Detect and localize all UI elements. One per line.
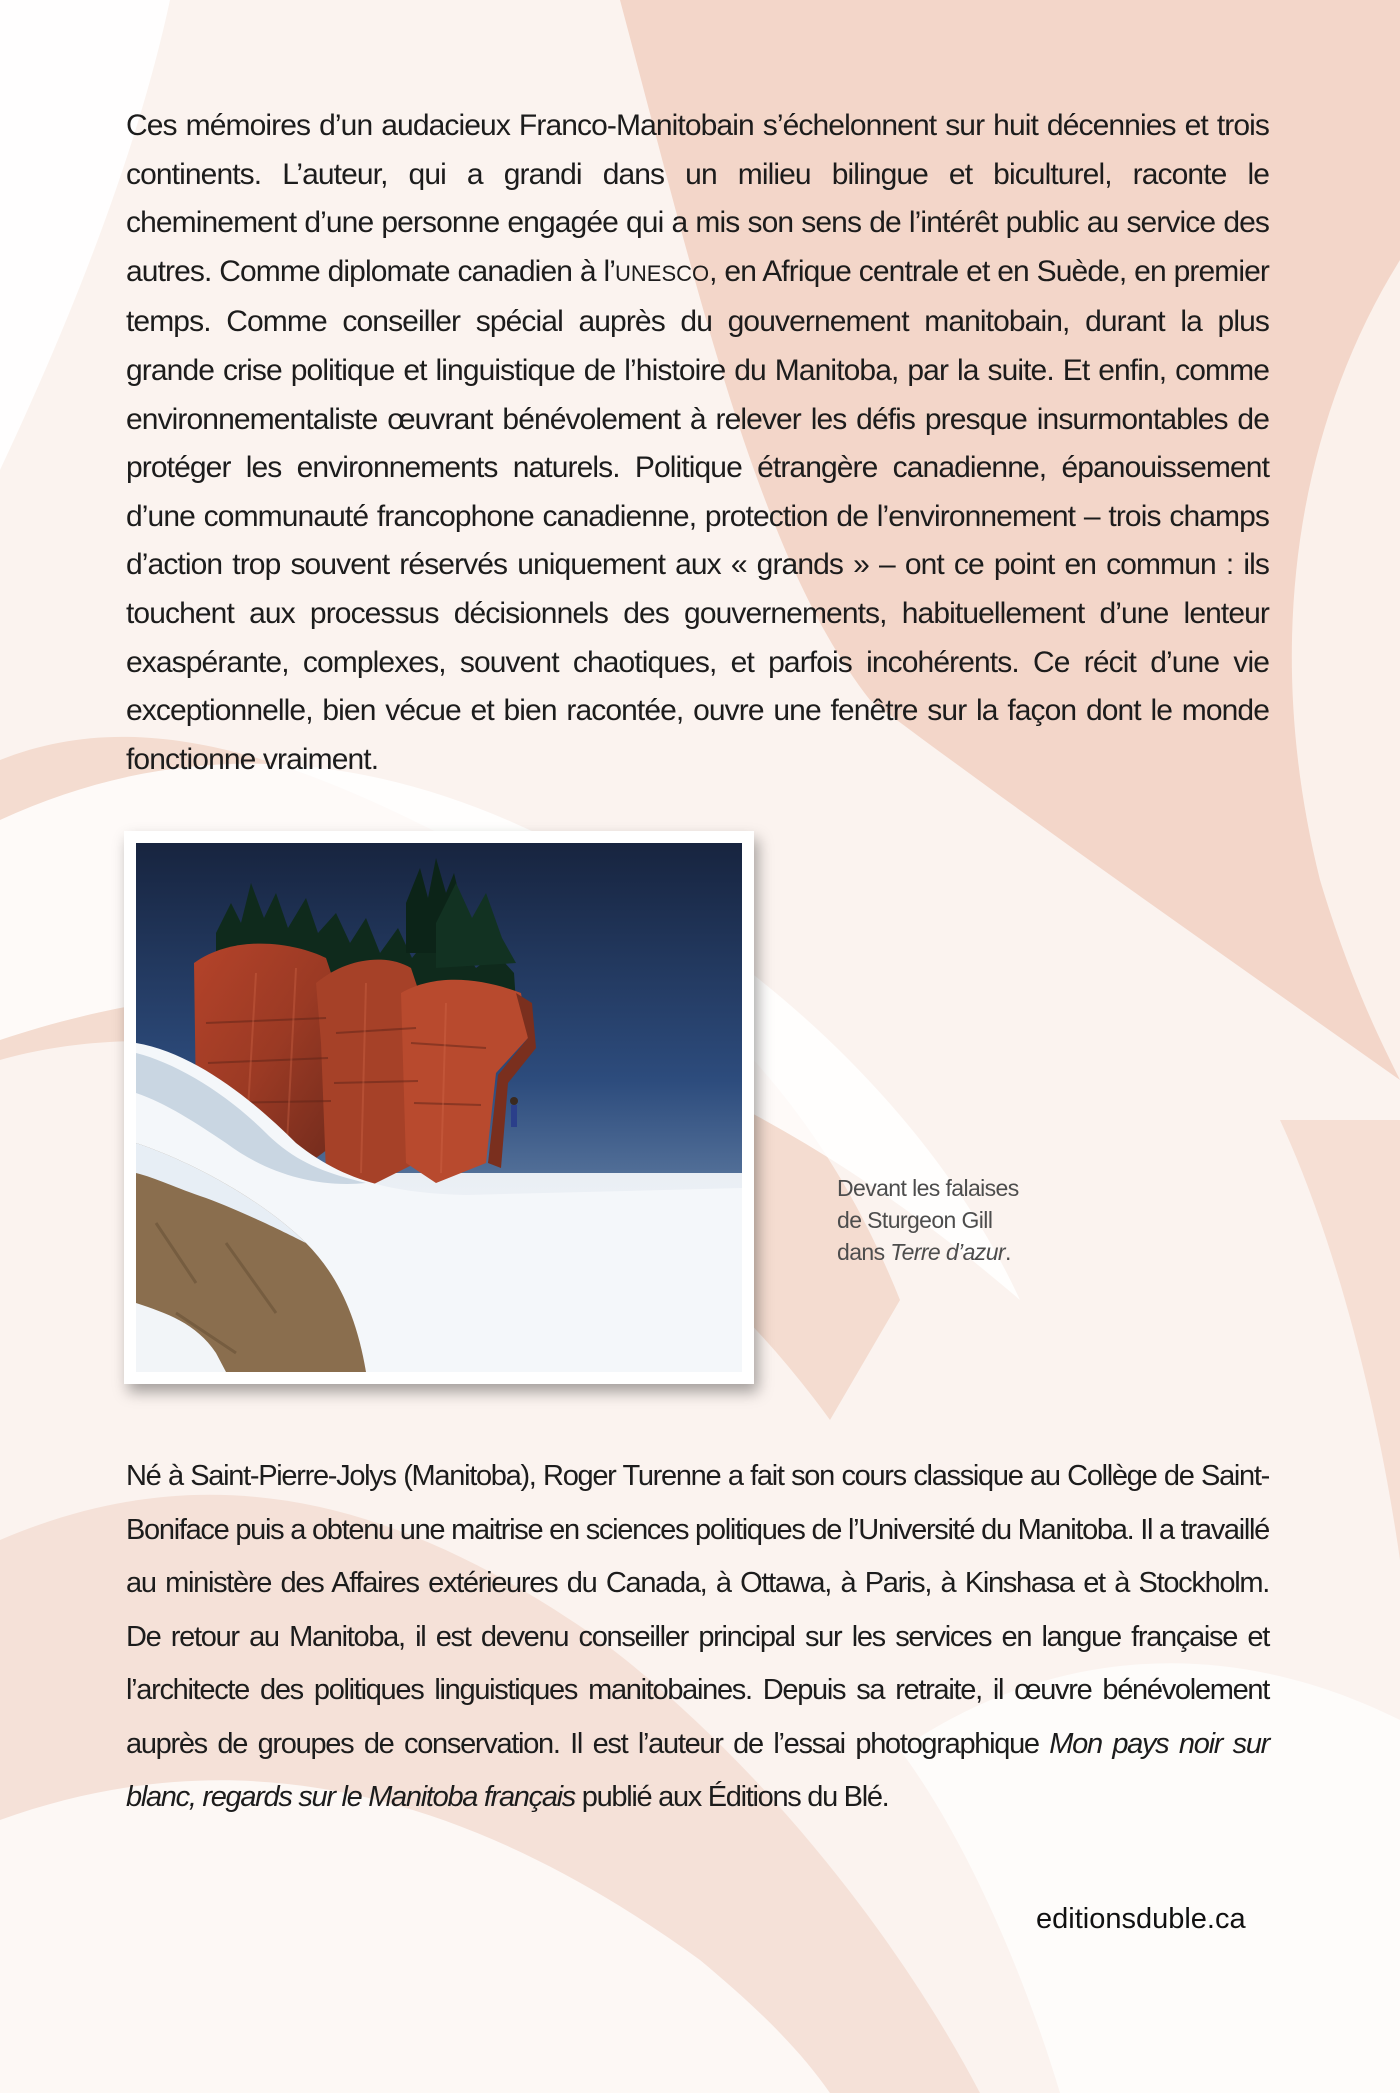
photo-frame <box>124 831 754 1384</box>
caption-line-2: de Sturgeon Gill <box>837 1207 993 1233</box>
caption-suffix: . <box>1004 1239 1011 1265</box>
author-bio-text: Né à Saint-Pierre-Jolys (Manitoba), Roger Turenne a fait son cours classique au Collège de Saint-Boniface puis a obtenu une maitrise en sciences politiques de l’Université du Manitoba. Il a travaillé au ministère des Affaires extérieures du Canada, à Ottawa, à Paris, à Kinshasa et à Stockholm. De retour au Manitoba, il est devenu conseiller principal sur les services en langue française et l’architecte des politiques linguistiques manitobaines. Depuis sa retraite, il œuvre bénévolement auprès de groupes de conservation. Il est l’auteur de l’essai photographique <box>126 1460 1269 1760</box>
sturgeon-gill-cliffs-photo <box>136 843 742 1372</box>
caption-line-1: Devant les falaises <box>837 1175 1019 1201</box>
book-description <box>126 102 1269 784</box>
caption-book-title: Terre d’azur <box>890 1239 1005 1265</box>
photo-caption <box>837 1172 1077 1268</box>
unesco-acronym: UNESCO <box>615 260 710 286</box>
publisher-website[interactable]: editionsduble.ca <box>1036 1903 1246 1935</box>
caption-line-3 <box>837 1236 1077 1268</box>
description-text-end: , en Afrique centrale et en Suède, en premier temps. Comme conseiller spécial auprès du gouvernement manitobain, durant la plus grande crise politique et linguistique de l’histoire du Manitoba, par la suite. Et enfin, comme environnementaliste œuvrant bénévolement à relever les défis presque insurmontables de protéger les environnements naturels. Politique étrangère canadienne, épanouissement d’une communauté francophone canadienne, protection de l’environnement – trois champs d’action trop souvent réservés uniquement aux « grands » – ont ce point en commun : ils touchent aux processus décisionnels des gouvernements, habituellement d’une lenteur exaspérante, complexes, souvent chaotiques, et parfois incohérents. Ce récit d’une vie exceptionnelle, bien vécue et bien racontée, ouvre une fenêtre sur la façon dont le monde fonctionne vraiment. <box>126 254 1269 776</box>
caption-prefix: dans <box>837 1239 891 1265</box>
description-text-start: Ces mémoires d’un audacieux Franco-Manitobain s’échelonnent sur huit décennies et trois continents. L’auteur, qui a grandi dans un milieu bilingue et biculturel, raconte le cheminement d’une personne engagée qui a mis son sens de l’intérêt public au service des autres. Comme diplomate canadien à l’ <box>126 109 1269 288</box>
author-bio-publisher: publié aux Éditions du Blé. <box>575 1781 889 1813</box>
author-previous-book-title: Mon pays noir sur blanc, regards sur le Manitoba français <box>126 1727 1270 1813</box>
author-bio <box>126 1450 1269 1825</box>
